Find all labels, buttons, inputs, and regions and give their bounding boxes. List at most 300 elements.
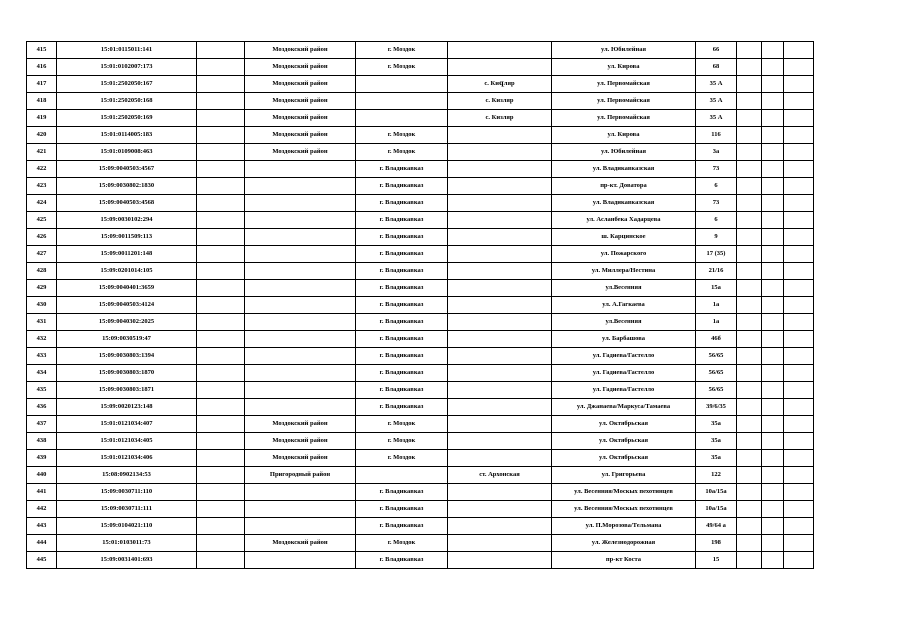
cell-settlement	[448, 433, 552, 450]
cell-city: г. Моздок	[356, 416, 448, 433]
cell-blank	[197, 433, 245, 450]
table-row	[27, 280, 814, 297]
table-row	[27, 518, 814, 535]
cell-settlement	[448, 484, 552, 501]
cell-house-number: 73	[696, 195, 737, 212]
cell-settlement: с. Киզляр	[448, 76, 552, 93]
table-row	[27, 467, 814, 484]
cell-settlement	[448, 399, 552, 416]
cell-blank	[197, 382, 245, 399]
cell-city: г. Владикавказ	[356, 280, 448, 297]
cell-district: Моздокский район	[245, 93, 356, 110]
cell-blank	[197, 144, 245, 161]
cell-row-number: 435	[27, 382, 57, 399]
cell-extra-2	[762, 161, 784, 178]
table-row	[27, 365, 814, 382]
cell-house-number: 49/64 а	[696, 518, 737, 535]
cell-street: ул. Железнодорожная	[552, 535, 696, 552]
cell-extra-3	[784, 467, 814, 484]
cell-cadastral-number: 15:09:0040503:4568	[57, 195, 197, 212]
cell-street: ул. Барбашова	[552, 331, 696, 348]
cell-extra-3	[784, 280, 814, 297]
cell-district	[245, 331, 356, 348]
cell-row-number: 427	[27, 246, 57, 263]
cell-city: г. Владикавказ	[356, 161, 448, 178]
cell-street: ул. Гадиева/Гастелло	[552, 365, 696, 382]
table-row	[27, 144, 814, 161]
cell-settlement	[448, 365, 552, 382]
cell-settlement	[448, 59, 552, 76]
cell-street: ул.Весенняя	[552, 314, 696, 331]
cell-city: г. Моздок	[356, 42, 448, 59]
cell-cadastral-number: 15:09:0030711:110	[57, 484, 197, 501]
table-row	[27, 246, 814, 263]
cell-settlement: с. Кизляр	[448, 93, 552, 110]
cell-extra-2	[762, 535, 784, 552]
cell-settlement	[448, 518, 552, 535]
cell-row-number: 417	[27, 76, 57, 93]
cell-street: ул. Владикавказская	[552, 195, 696, 212]
cell-extra-2	[762, 297, 784, 314]
cell-row-number: 425	[27, 212, 57, 229]
cell-extra-2	[762, 450, 784, 467]
cell-blank	[197, 280, 245, 297]
cell-extra-1	[737, 42, 762, 59]
cell-blank	[197, 212, 245, 229]
cell-street: ул. П.Морозова/Тельмана	[552, 518, 696, 535]
cell-row-number: 443	[27, 518, 57, 535]
cell-blank	[197, 467, 245, 484]
cell-row-number: 444	[27, 535, 57, 552]
cell-extra-1	[737, 467, 762, 484]
cell-street: ул.Весенняя	[552, 280, 696, 297]
cell-street: ул. Юбилейная	[552, 144, 696, 161]
table-body	[27, 42, 814, 569]
cell-extra-3	[784, 195, 814, 212]
cell-extra-3	[784, 314, 814, 331]
cell-house-number: 46б	[696, 331, 737, 348]
table-row	[27, 161, 814, 178]
cell-settlement	[448, 42, 552, 59]
table-row	[27, 59, 814, 76]
cell-extra-2	[762, 314, 784, 331]
cell-blank	[197, 450, 245, 467]
cell-row-number: 429	[27, 280, 57, 297]
cell-street: ул. Октябрьская	[552, 450, 696, 467]
cell-city: г. Владикавказ	[356, 212, 448, 229]
cell-blank	[197, 76, 245, 93]
cell-house-number: 56/65	[696, 348, 737, 365]
cell-row-number: 432	[27, 331, 57, 348]
cell-city: г. Владикавказ	[356, 178, 448, 195]
table-row	[27, 314, 814, 331]
cell-cadastral-number: 15:09:0030803:1871	[57, 382, 197, 399]
cell-house-number: 73	[696, 161, 737, 178]
cell-city: г. Владикавказ	[356, 229, 448, 246]
cell-extra-2	[762, 110, 784, 127]
cell-row-number: 436	[27, 399, 57, 416]
cell-row-number: 423	[27, 178, 57, 195]
cell-extra-1	[737, 280, 762, 297]
cell-extra-3	[784, 110, 814, 127]
cell-settlement	[448, 246, 552, 263]
cell-street: пр-кт. Доватора	[552, 178, 696, 195]
cell-district: Моздокский район	[245, 433, 356, 450]
table-row	[27, 433, 814, 450]
cell-city: г. Владикавказ	[356, 297, 448, 314]
cell-cadastral-number: 15:09:0040401:3659	[57, 280, 197, 297]
cell-house-number: 3а	[696, 144, 737, 161]
cell-extra-3	[784, 76, 814, 93]
cell-extra-3	[784, 229, 814, 246]
table-row	[27, 212, 814, 229]
cell-street: ул. Юбилейная	[552, 42, 696, 59]
cell-blank	[197, 178, 245, 195]
cell-street: ул. Миллера/Нестина	[552, 263, 696, 280]
cell-cadastral-number: 15:01:0115011:141	[57, 42, 197, 59]
cell-settlement	[448, 263, 552, 280]
cell-house-number: 15а	[696, 280, 737, 297]
cell-settlement	[448, 178, 552, 195]
cell-row-number: 445	[27, 552, 57, 569]
cell-extra-1	[737, 399, 762, 416]
cell-extra-2	[762, 212, 784, 229]
cell-extra-3	[784, 433, 814, 450]
cell-city: г. Владикавказ	[356, 399, 448, 416]
table-row	[27, 229, 814, 246]
cell-extra-3	[784, 212, 814, 229]
cell-row-number: 416	[27, 59, 57, 76]
cell-house-number: 15	[696, 552, 737, 569]
cell-city: г. Владикавказ	[356, 195, 448, 212]
cell-extra-1	[737, 93, 762, 110]
cell-extra-1	[737, 331, 762, 348]
cell-blank	[197, 93, 245, 110]
cell-extra-3	[784, 416, 814, 433]
cell-cadastral-number: 15:09:0030519:47	[57, 331, 197, 348]
cell-cadastral-number: 15:01:0114005:183	[57, 127, 197, 144]
cell-extra-1	[737, 416, 762, 433]
cell-blank	[197, 484, 245, 501]
cell-extra-3	[784, 161, 814, 178]
cell-settlement	[448, 297, 552, 314]
cell-city: г. Владикавказ	[356, 331, 448, 348]
cell-row-number: 426	[27, 229, 57, 246]
cell-extra-1	[737, 518, 762, 535]
cell-extra-1	[737, 484, 762, 501]
cell-cadastral-number: 15:08:0902134:53	[57, 467, 197, 484]
cell-blank	[197, 518, 245, 535]
cell-extra-2	[762, 178, 784, 195]
cell-blank	[197, 263, 245, 280]
cell-house-number: 21/16	[696, 263, 737, 280]
cell-blank	[197, 110, 245, 127]
cell-street: ул. Первомайская	[552, 110, 696, 127]
table-row	[27, 348, 814, 365]
cell-blank	[197, 246, 245, 263]
cell-cadastral-number: 15:01:0121034:406	[57, 450, 197, 467]
cell-row-number: 438	[27, 433, 57, 450]
cell-house-number: 10а/15а	[696, 484, 737, 501]
table-row	[27, 178, 814, 195]
cell-house-number: 35 А	[696, 110, 737, 127]
cell-extra-2	[762, 552, 784, 569]
cell-extra-2	[762, 382, 784, 399]
cell-blank	[197, 399, 245, 416]
cell-district: Моздокский район	[245, 59, 356, 76]
cell-house-number: 66	[696, 42, 737, 59]
cell-cadastral-number: 15:09:0031401:693	[57, 552, 197, 569]
cell-cadastral-number: 15:01:0103011:73	[57, 535, 197, 552]
cell-extra-2	[762, 365, 784, 382]
cell-blank	[197, 331, 245, 348]
cell-row-number: 439	[27, 450, 57, 467]
cell-district	[245, 501, 356, 518]
cell-extra-3	[784, 501, 814, 518]
cell-district	[245, 297, 356, 314]
cell-blank	[197, 297, 245, 314]
cell-street: ул. Октябрьская	[552, 416, 696, 433]
cell-district: Моздокский район	[245, 42, 356, 59]
cell-settlement	[448, 144, 552, 161]
table-row	[27, 93, 814, 110]
cell-extra-3	[784, 348, 814, 365]
cell-extra-2	[762, 484, 784, 501]
cell-cadastral-number: 15:01:0109008:463	[57, 144, 197, 161]
cell-settlement	[448, 382, 552, 399]
cell-house-number: 17 (35)	[696, 246, 737, 263]
cell-extra-2	[762, 42, 784, 59]
cell-street: пр-кт Коста	[552, 552, 696, 569]
cell-cadastral-number: 15:09:0020123:148	[57, 399, 197, 416]
cell-street: ул. Весенняя/Москых пехотинцев	[552, 501, 696, 518]
cell-extra-1	[737, 535, 762, 552]
cell-cadastral-number: 15:09:0201014:105	[57, 263, 197, 280]
cell-row-number: 424	[27, 195, 57, 212]
cell-row-number: 421	[27, 144, 57, 161]
cell-district: Моздокский район	[245, 144, 356, 161]
cell-extra-1	[737, 450, 762, 467]
cell-settlement	[448, 229, 552, 246]
cell-blank	[197, 365, 245, 382]
cell-street: ул. Гадиева/Гастелло	[552, 382, 696, 399]
cell-cadastral-number: 15:09:0011201:148	[57, 246, 197, 263]
table-row	[27, 552, 814, 569]
cell-settlement	[448, 348, 552, 365]
cell-street: ул. Первомайская	[552, 76, 696, 93]
cell-extra-2	[762, 127, 784, 144]
cell-city: г. Владикавказ	[356, 365, 448, 382]
cell-extra-2	[762, 59, 784, 76]
cell-blank	[197, 161, 245, 178]
cell-extra-3	[784, 93, 814, 110]
cell-cadastral-number: 15:01:0102007:173	[57, 59, 197, 76]
cell-extra-1	[737, 297, 762, 314]
cell-extra-1	[737, 127, 762, 144]
cell-house-number: 56/65	[696, 382, 737, 399]
cell-cadastral-number: 15:01:2502050:169	[57, 110, 197, 127]
cell-extra-1	[737, 229, 762, 246]
cell-extra-3	[784, 399, 814, 416]
cell-blank	[197, 501, 245, 518]
table-row	[27, 331, 814, 348]
cell-settlement	[448, 127, 552, 144]
cell-extra-2	[762, 348, 784, 365]
cell-cadastral-number: 15:09:0030803:1870	[57, 365, 197, 382]
cell-street: ул. А.Гагкаева	[552, 297, 696, 314]
cell-extra-3	[784, 518, 814, 535]
cell-district: Моздокский район	[245, 450, 356, 467]
cell-cadastral-number: 15:09:0030803:1394	[57, 348, 197, 365]
cell-district	[245, 552, 356, 569]
table-row	[27, 535, 814, 552]
cell-cadastral-number: 15:09:0104021:110	[57, 518, 197, 535]
cell-street: ул. Григорьева	[552, 467, 696, 484]
cell-city: г. Владикавказ	[356, 382, 448, 399]
cell-city: г. Владикавказ	[356, 348, 448, 365]
cell-house-number: 6	[696, 178, 737, 195]
cell-city: г. Владикавказ	[356, 552, 448, 569]
table-row	[27, 416, 814, 433]
cell-street: ул. Кирова	[552, 59, 696, 76]
cell-city	[356, 76, 448, 93]
cell-extra-3	[784, 178, 814, 195]
cell-row-number: 428	[27, 263, 57, 280]
cell-extra-2	[762, 467, 784, 484]
cell-extra-3	[784, 484, 814, 501]
cell-district	[245, 280, 356, 297]
cell-district	[245, 178, 356, 195]
cell-district	[245, 348, 356, 365]
cell-row-number: 442	[27, 501, 57, 518]
cell-extra-2	[762, 331, 784, 348]
cell-house-number: 1а	[696, 297, 737, 314]
cell-row-number: 419	[27, 110, 57, 127]
cell-cadastral-number: 15:09:0040302:2025	[57, 314, 197, 331]
cell-district: Моздокский район	[245, 76, 356, 93]
cell-district: Моздокский район	[245, 110, 356, 127]
property-table	[26, 41, 814, 569]
cell-extra-1	[737, 501, 762, 518]
cell-blank	[197, 195, 245, 212]
cell-street: ул. Владикавказская	[552, 161, 696, 178]
cell-city	[356, 93, 448, 110]
cell-extra-1	[737, 365, 762, 382]
cell-district: Моздокский район	[245, 127, 356, 144]
cell-city: г. Моздок	[356, 450, 448, 467]
cell-district	[245, 212, 356, 229]
table-row	[27, 127, 814, 144]
cell-cadastral-number: 15:01:0121034:405	[57, 433, 197, 450]
cell-blank	[197, 42, 245, 59]
cell-extra-2	[762, 195, 784, 212]
cell-district: Моздокский район	[245, 416, 356, 433]
cell-house-number: 116	[696, 127, 737, 144]
cell-blank	[197, 416, 245, 433]
cell-cadastral-number: 15:01:0121034:407	[57, 416, 197, 433]
cell-blank	[197, 552, 245, 569]
cell-blank	[197, 127, 245, 144]
cell-house-number: 39/6/35	[696, 399, 737, 416]
cell-settlement: ст. Архонская	[448, 467, 552, 484]
cell-cadastral-number: 15:09:0040503:4567	[57, 161, 197, 178]
cell-extra-2	[762, 76, 784, 93]
cell-street: ул. Кирова	[552, 127, 696, 144]
table-row	[27, 110, 814, 127]
table-row	[27, 297, 814, 314]
cell-row-number: 434	[27, 365, 57, 382]
cell-settlement	[448, 195, 552, 212]
cell-city: г. Владикавказ	[356, 263, 448, 280]
cell-row-number: 441	[27, 484, 57, 501]
table-row	[27, 450, 814, 467]
cell-blank	[197, 59, 245, 76]
cell-city: г. Владикавказ	[356, 518, 448, 535]
cell-settlement	[448, 331, 552, 348]
cell-city: г. Владикавказ	[356, 246, 448, 263]
cell-extra-3	[784, 246, 814, 263]
cell-house-number: 35а	[696, 433, 737, 450]
cell-cadastral-number: 15:01:2502050:167	[57, 76, 197, 93]
cell-blank	[197, 229, 245, 246]
cell-street: ул. Октябрьская	[552, 433, 696, 450]
cell-row-number: 418	[27, 93, 57, 110]
cell-blank	[197, 535, 245, 552]
cell-extra-2	[762, 416, 784, 433]
cell-extra-3	[784, 331, 814, 348]
cell-house-number: 9	[696, 229, 737, 246]
cell-cadastral-number: 15:09:0011509:113	[57, 229, 197, 246]
cell-row-number: 437	[27, 416, 57, 433]
cell-district: Пригородный район	[245, 467, 356, 484]
cell-row-number: 431	[27, 314, 57, 331]
table-row	[27, 263, 814, 280]
cell-row-number: 430	[27, 297, 57, 314]
cell-house-number: 35а	[696, 450, 737, 467]
cell-row-number: 415	[27, 42, 57, 59]
cell-district	[245, 161, 356, 178]
cell-cadastral-number: 15:09:0030711:111	[57, 501, 197, 518]
cell-extra-1	[737, 552, 762, 569]
cell-settlement	[448, 552, 552, 569]
cell-district	[245, 314, 356, 331]
cell-extra-2	[762, 263, 784, 280]
cell-cadastral-number: 15:09:0030802:1830	[57, 178, 197, 195]
cell-extra-3	[784, 552, 814, 569]
cell-extra-3	[784, 535, 814, 552]
cell-extra-1	[737, 314, 762, 331]
cell-district: Моздокский район	[245, 535, 356, 552]
cell-district	[245, 484, 356, 501]
cell-cadastral-number: 15:09:0030102:294	[57, 212, 197, 229]
cell-settlement: с. Кизляр	[448, 110, 552, 127]
cell-district	[245, 365, 356, 382]
table-row	[27, 484, 814, 501]
cell-extra-3	[784, 297, 814, 314]
cell-extra-1	[737, 144, 762, 161]
cell-extra-1	[737, 433, 762, 450]
cell-extra-1	[737, 348, 762, 365]
cell-city: г. Владикавказ	[356, 314, 448, 331]
cell-district	[245, 399, 356, 416]
cell-extra-3	[784, 450, 814, 467]
cell-house-number: 122	[696, 467, 737, 484]
cell-row-number: 440	[27, 467, 57, 484]
cell-extra-2	[762, 93, 784, 110]
cell-city: г. Моздок	[356, 433, 448, 450]
cell-extra-2	[762, 501, 784, 518]
table-row	[27, 501, 814, 518]
